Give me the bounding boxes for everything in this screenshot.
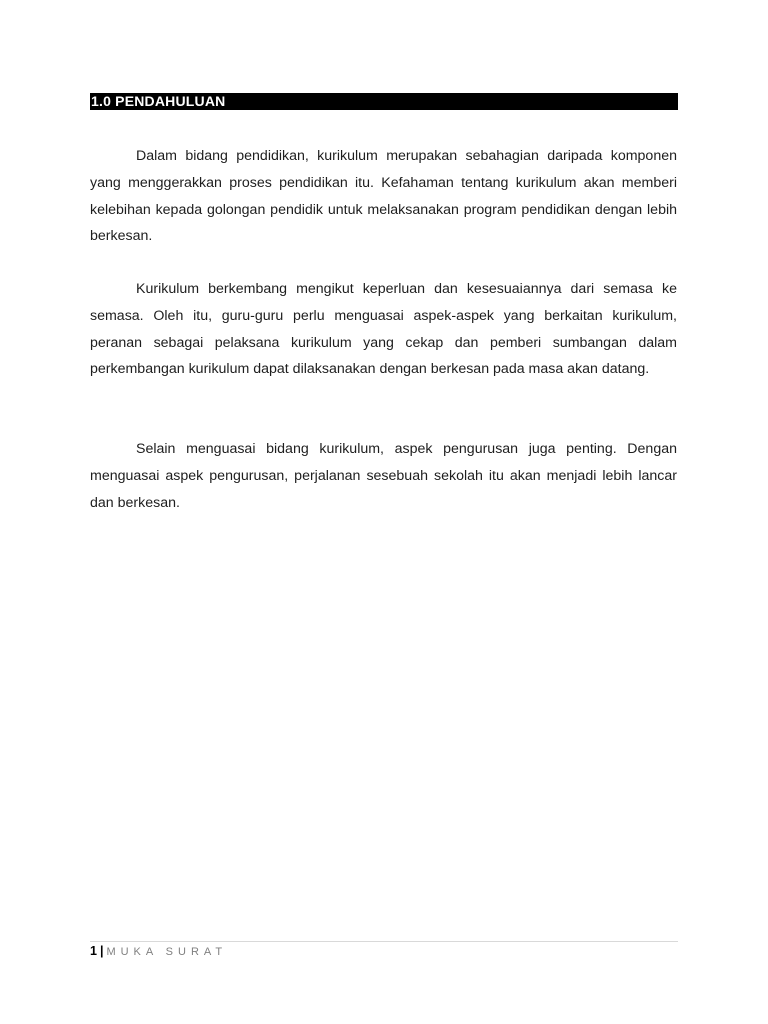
footer-divider — [90, 941, 678, 942]
page-footer — [90, 944, 227, 960]
section-heading-bar — [90, 93, 678, 110]
paragraph-1: Dalam bidang pendidikan, kurikulum merupakan sebahagian daripada komponen yang menggerakkan proses pendidikan itu. Kefahaman tentang kurikulum akan memberi kelebihan kepada golongan pendidik untuk melaksanakan program pendidikan dengan lebih berkesan. — [90, 148, 677, 245]
paragraph-2: Kurikulum berkembang mengikut keperluan dan kesesuaiannya dari semasa ke semasa. Oleh itu, guru-guru perlu menguasai aspek-aspek yang berkaitan kurikulum, peranan sebagai pelaksana kurikulum yang cekap dan pemberi sumbangan dalam perkembangan kurikulum dapat dilaksanakan dengan berkesan pada masa akan datang. — [90, 281, 677, 378]
page-number: 1 — [90, 944, 97, 958]
footer-separator: | — [99, 944, 104, 958]
page-label: MUKA SURAT — [106, 946, 228, 958]
paragraph-3: Selain menguasai bidang kurikulum, aspek pengurusan juga penting. Dengan menguasai aspek pengurusan, perjalanan sesebuah sekolah itu akan menjadi lebih lancar dan berkesan. — [90, 441, 677, 511]
section-heading: 1.0 PENDAHULUAN — [91, 93, 226, 109]
